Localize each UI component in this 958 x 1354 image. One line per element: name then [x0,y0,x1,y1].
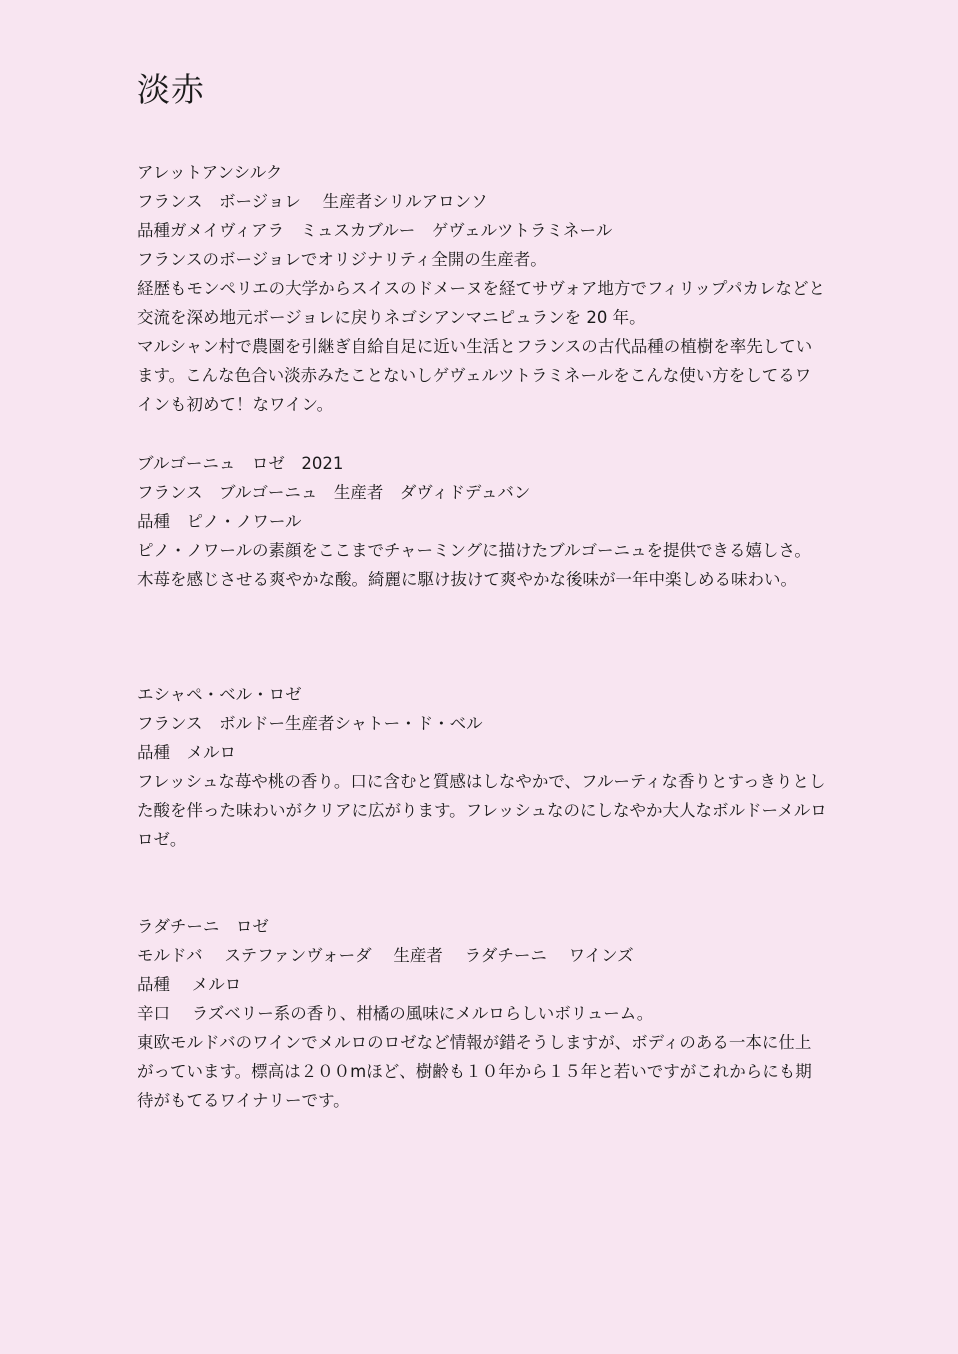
wine-entry-echappee-belle-rose [137,680,844,854]
wine-description: 東欧モルドバのワインでメルロのロゼなど情報が錯そうしますが、ボディのある一本に仕上がっています。標高は２００mほど、樹齢も１０年から１５年と若いですがこれからにも期待がもてるワイナリーです。 [137,1033,812,1110]
wine-description: ピノ・ノワールの素顔をここまでチャーミングに描けたブルゴーニュを提供できる嬉しさ。木苺を感じさせる爽やかな酸。綺麗に駆け抜けて爽やかな後味が一年中楽しめる味わい。 [137,541,811,589]
wine-variety: 品種 メルロ [137,743,236,762]
wine-entry-aletto [137,158,827,419]
wine-origin: フランス ボージョレ 生産者シリルアロンソ [137,192,488,211]
wine-origin: フランス ブルゴーニュ 生産者 ダヴィドデュバン [137,483,531,502]
wine-entry-bourgogne-rose [137,449,827,594]
wine-name: エシャペ・ベル・ロゼ [137,685,302,704]
page-title: 淡赤 [137,70,205,109]
wine-name: ブルゴーニュ ロゼ 2021 [137,454,344,473]
wine-name: アレットアンシルク [137,163,283,182]
wine-description: 経歴もモンペリエの大学からスイスのドメーヌを経てサヴォア地方でフィリップパカレなどと交流を深め地元ボージョレに戻りネゴシアンマニピュランを 20 年。 [137,279,826,327]
wine-variety: 品種ガメイヴィアラ ミュスカブルー ゲヴェルツトラミネール [137,221,613,240]
wine-description: フランスのボージョレでオリジナリティ全開の生産者。 [137,250,547,269]
wine-entry-radacini-rose [137,912,827,1115]
wine-description: 辛口 ラズベリー系の香り、柑橘の風味にメルロらしいボリューム。 [137,1004,654,1023]
wine-description: フレッシュな苺や桃の香り。口に含むと質感はしなやかで、フルーティな香りとすっきりとした酸を伴った味わいがクリアに広がります。フレッシュなのにしなやか大人なボルドーメルロ ロゼ。 [137,772,844,849]
wine-origin: モルドバ ステファンヴォーダ 生産者 ラダチーニ ワインズ [137,946,634,965]
wine-origin: フランス ボルドー生産者シャトー・ド・ベル [137,714,483,733]
wine-name: ラダチーニ ロゼ [137,917,269,936]
wine-description: マルシャン村で農園を引継ぎ自給自足に近い生活とフランスの古代品種の植樹を率先しています。こんな色合い淡赤みたことないしゲヴェルツトラミネールをこんな使い方をしてるワインも初めて！なワイン。 [137,337,813,414]
wine-variety: 品種 ピノ・ノワール [137,512,302,531]
wine-variety: 品種 メルロ [137,975,242,994]
